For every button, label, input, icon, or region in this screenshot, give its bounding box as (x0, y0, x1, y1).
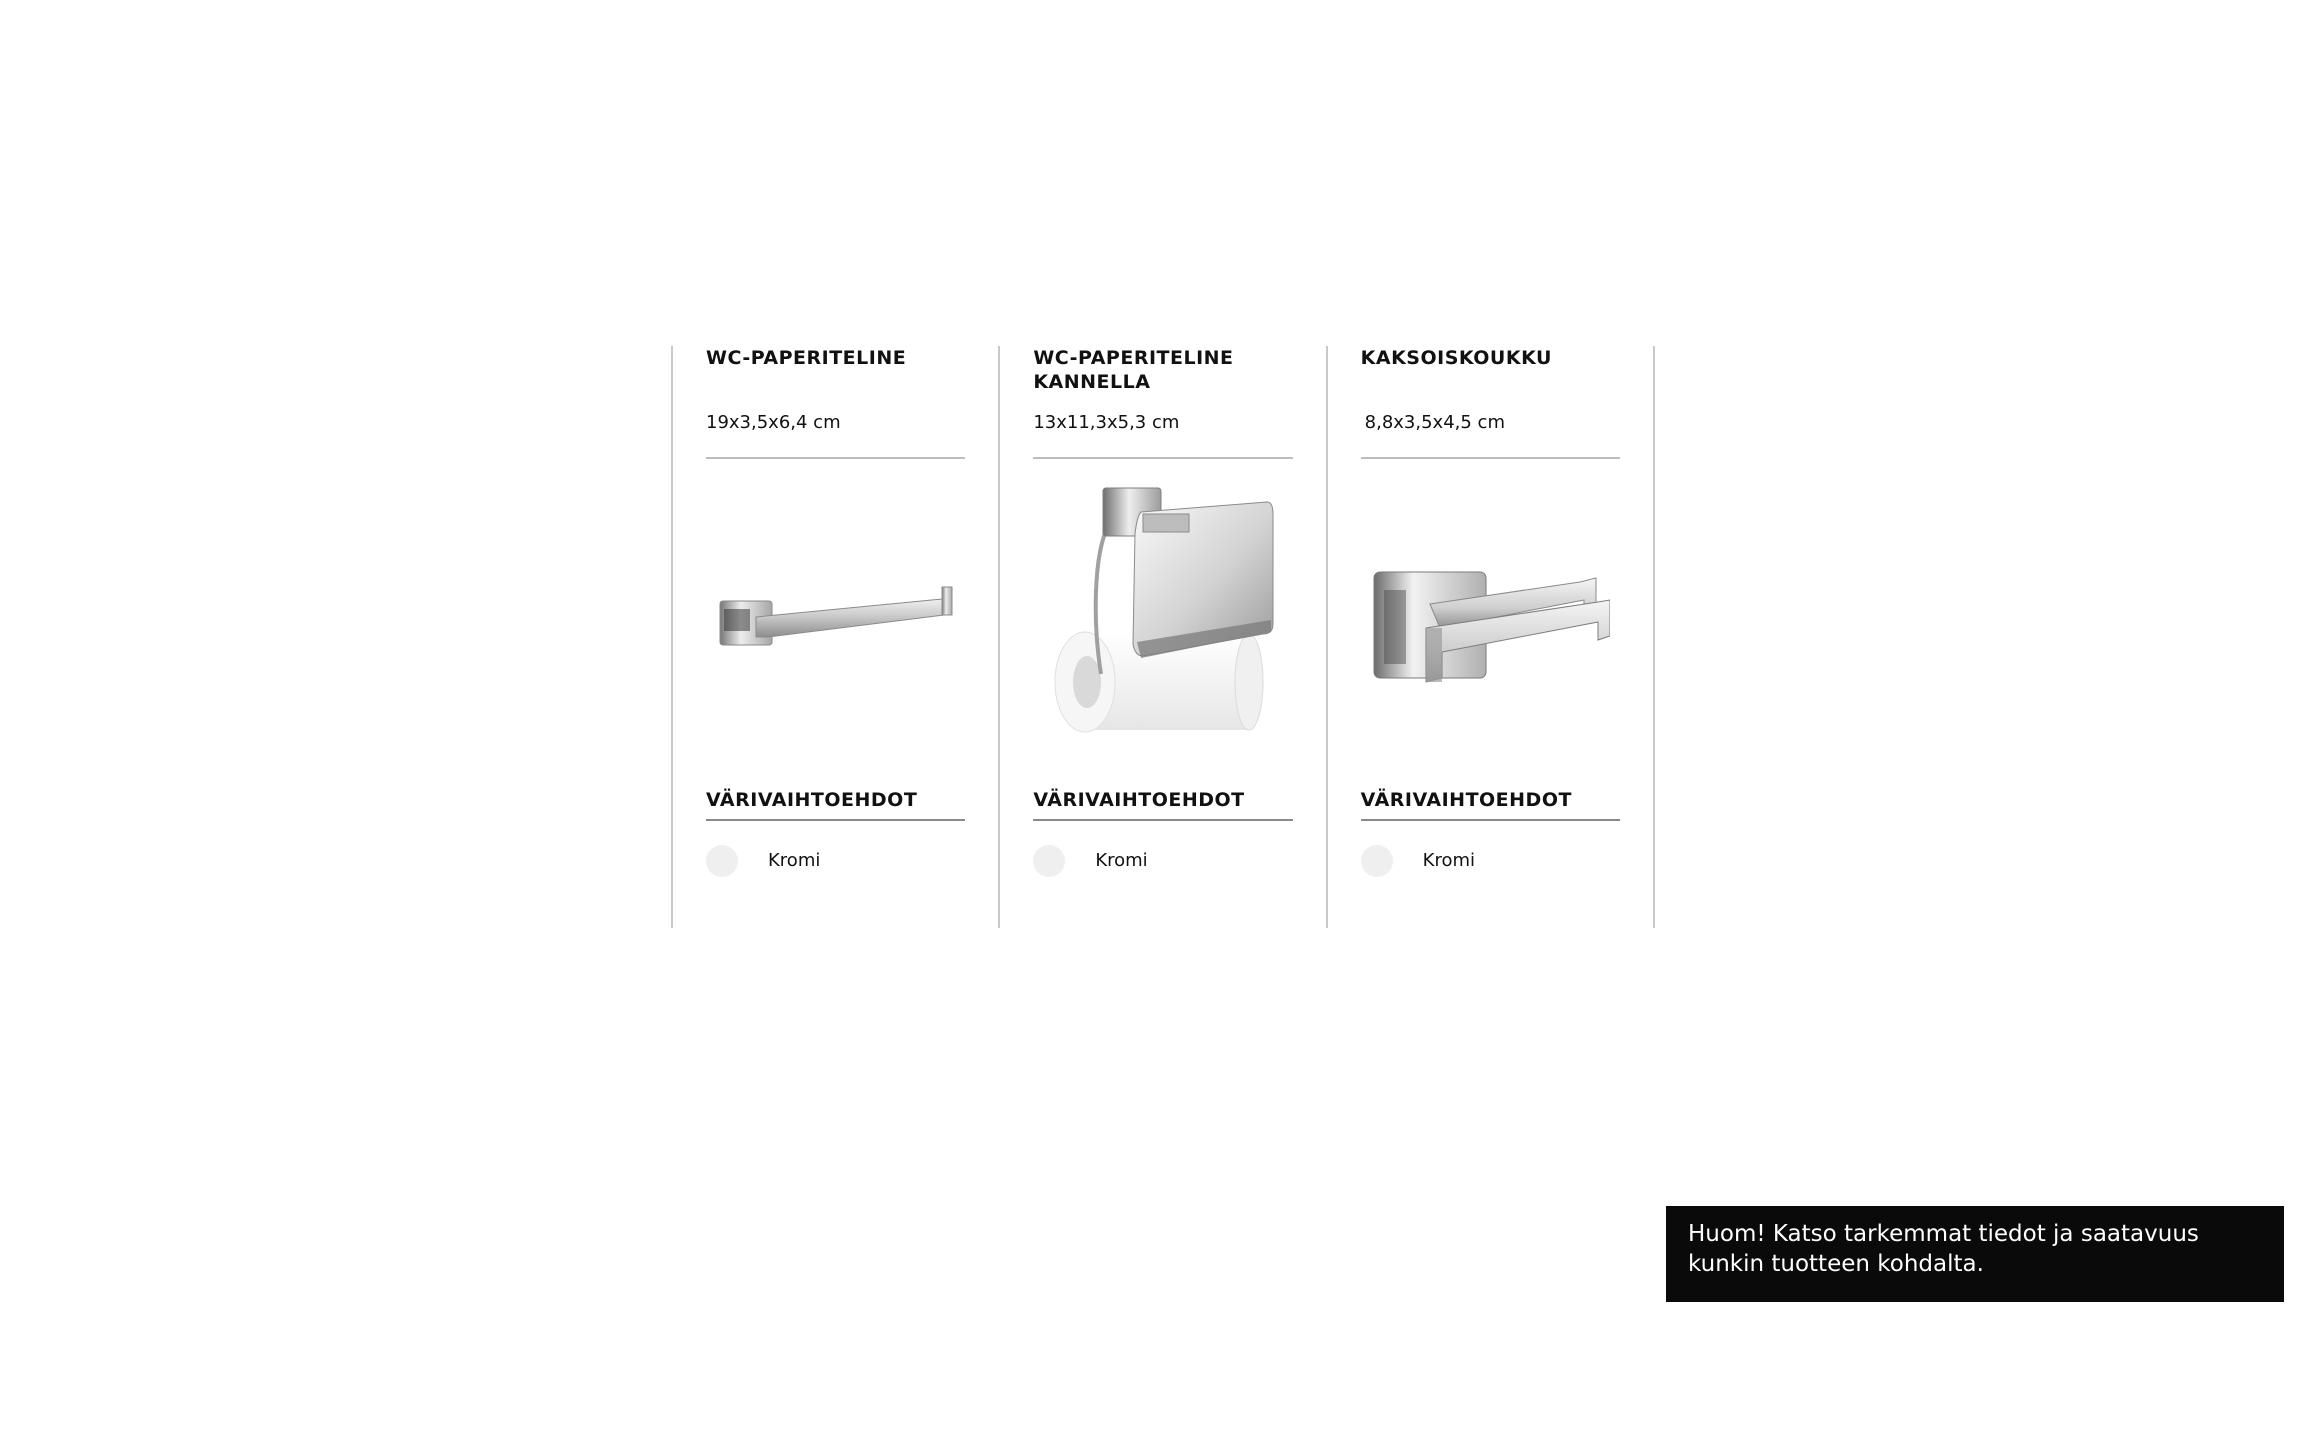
color-option[interactable] (1361, 844, 1475, 878)
product-card (671, 346, 998, 928)
divider (1361, 457, 1620, 459)
availability-notice (1666, 1206, 2284, 1302)
toilet-paper-holder-icon (716, 579, 956, 659)
product-title[interactable]: WC-PAPERITELINE (706, 347, 907, 369)
color-option[interactable] (706, 844, 820, 878)
product-card (1326, 346, 1655, 928)
divider (1361, 819, 1620, 821)
divider (1033, 457, 1292, 459)
product-title[interactable]: KAKSOISKOUKKU (1360, 347, 1552, 369)
notice-text: Huom! Katso tarkemmat tiedot ja saatavuus kunkin tuotteen kohdalta. (1688, 1221, 2199, 1277)
covered-toilet-paper-holder-icon (1043, 474, 1283, 764)
color-swatch[interactable] (1361, 845, 1393, 877)
divider (706, 819, 965, 821)
product-grid (671, 346, 1655, 928)
divider (706, 457, 965, 459)
product-title[interactable]: WC-PAPERITELINE KANNELLA (1033, 347, 1234, 393)
divider (1033, 819, 1292, 821)
color-swatch[interactable] (706, 845, 738, 877)
product-dimensions: 19x3,5x6,4 cm (706, 412, 841, 433)
color-label: Kromi (1422, 850, 1476, 871)
product-card (998, 346, 1325, 928)
color-label: Kromi (768, 850, 821, 871)
double-hook-icon (1370, 544, 1610, 694)
color-option[interactable] (1033, 844, 1147, 878)
product-image[interactable] (706, 474, 965, 764)
color-options-heading: VÄRIVAIHTOEHDOT (706, 789, 918, 811)
product-image[interactable] (1033, 474, 1292, 764)
color-options-heading: VÄRIVAIHTOEHDOT (1033, 789, 1245, 811)
product-dimensions: 8,8x3,5x4,5 cm (1364, 412, 1505, 433)
color-options-heading: VÄRIVAIHTOEHDOT (1360, 789, 1572, 811)
product-image[interactable] (1361, 474, 1620, 764)
color-label: Kromi (1095, 850, 1148, 871)
product-dimensions: 13x11,3x5,3 cm (1033, 412, 1180, 433)
color-swatch[interactable] (1033, 845, 1065, 877)
